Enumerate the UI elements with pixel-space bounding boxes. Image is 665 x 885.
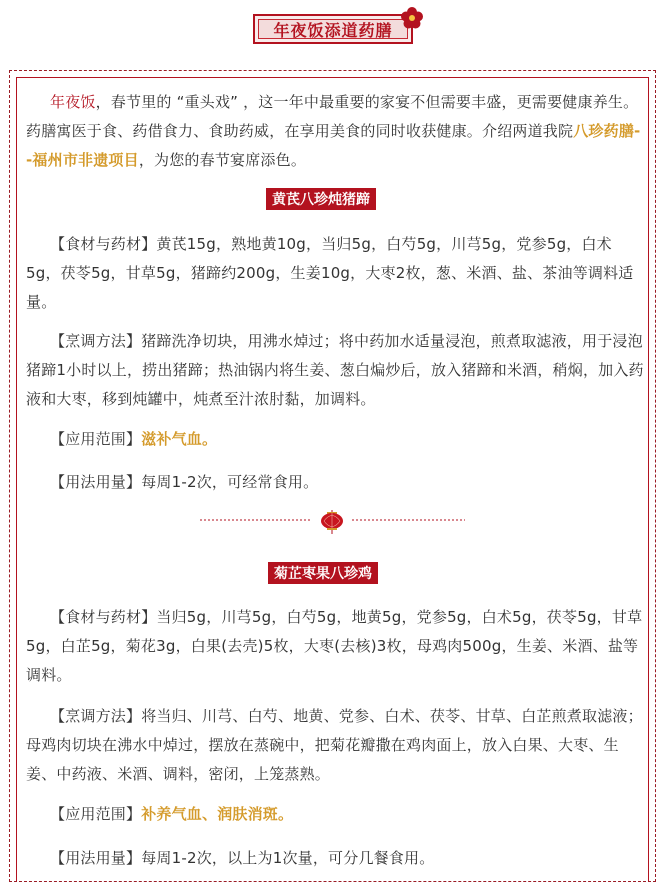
recipe1-dosage: [26, 468, 646, 497]
title-banner: [253, 14, 413, 46]
recipe1-dosage-text: 每周1-2次，可经常食用。: [141, 473, 319, 491]
recipe1-title: 黄芪八珍炖猪蹄: [266, 188, 376, 210]
recipe1-usage: [26, 425, 646, 454]
intro-text-1: ，春节里的 “重头戏” ，这一年中最重要的家宴不但需要丰盛，更需要健康养生。药膳寓医于食、药借食力、食助药威，在享用美食的同时收获健康。介绍两道我院: [26, 93, 639, 140]
recipe2-usage: [26, 800, 646, 829]
recipe2-usage-label: 【应用范围】: [50, 805, 142, 823]
recipe2-method-text: 将当归、川芎、白芍、地黄、党参、白术、茯苓、甘草、白芷煎煮取滤液；母鸡肉切块在沸水中焯过，摆放在蒸碗中，把菊花瓣撒在鸡肉面上，放入白果、大枣、生姜、中药液、米酒、调料，密闭，上笼蒸熟。: [26, 707, 643, 783]
intro-text-2: ，为您的春节宴席添色。: [138, 151, 307, 169]
recipe1-ingredients: [26, 230, 646, 317]
lantern-divider: [200, 510, 465, 534]
recipe1-usage-text: 滋补气血。: [141, 430, 218, 448]
plum-blossom-icon: [400, 6, 424, 30]
page-title: 年夜饭添道药膳: [273, 20, 393, 40]
recipe2-dosage-text: 每周1-2次，以上为1次量，可分几餐食用。: [141, 849, 435, 867]
recipe2-ingredients: [26, 603, 646, 690]
intro-project: 八珍药膳--福州市非遗项目: [26, 122, 641, 169]
recipe1-dosage-label: 【用法用量】: [50, 473, 142, 491]
recipe2-title: 菊芷枣果八珍鸡: [268, 562, 378, 584]
title-inner: [258, 19, 408, 39]
recipe1-method: [26, 327, 646, 414]
recipe1-ingredients-label: 【食材与药材】: [50, 235, 157, 253]
recipe1-method-label: 【烹调方法】: [50, 332, 142, 350]
title-box: [253, 14, 413, 44]
recipe2-dosage-label: 【用法用量】: [50, 849, 142, 867]
recipe2-method: [26, 702, 646, 789]
intro-highlight: 年夜饭: [50, 93, 96, 111]
recipe2-usage-text: 补养气血、润肤消斑。: [141, 805, 294, 823]
recipe1-usage-label: 【应用范围】: [50, 430, 142, 448]
recipe1-ingredients-text: 黄芪15g，熟地黄10g，当归5g，白芍5g，川芎5g，党参5g，白术5g，茯苓5g，甘草5g，猪蹄约200g，生姜10g，大枣2枚，葱、米酒、盐、茶油等调料适量。: [26, 235, 634, 311]
recipe2-dosage: [26, 844, 646, 873]
recipe2-ingredients-text: 当归5g，川芎5g，白芍5g，地黄5g，党参5g，白术5g，茯苓5g，甘草5g，白芷5g，菊花3g，白果(去壳)5枚，大枣(去核)3枚，母鸡肉500g，生姜、米酒、盐等调料。: [26, 608, 643, 684]
recipe2-method-label: 【烹调方法】: [50, 707, 142, 725]
recipe1-method-text: 猪蹄洗净切块，用沸水焯过；将中药加水适量浸泡，煎煮取滤液，用于浸泡猪蹄1小时以上，捞出猪蹄；热油锅内将生姜、葱白煸炒后，放入猪蹄和米酒，稍焖，加入药液和大枣，移到炖罐中，炖煮至汁浓肘黏，加调料。: [26, 332, 644, 408]
recipe2-ingredients-label: 【食材与药材】: [50, 608, 157, 626]
intro-paragraph: [26, 88, 642, 175]
red-lantern-icon: [321, 510, 343, 534]
